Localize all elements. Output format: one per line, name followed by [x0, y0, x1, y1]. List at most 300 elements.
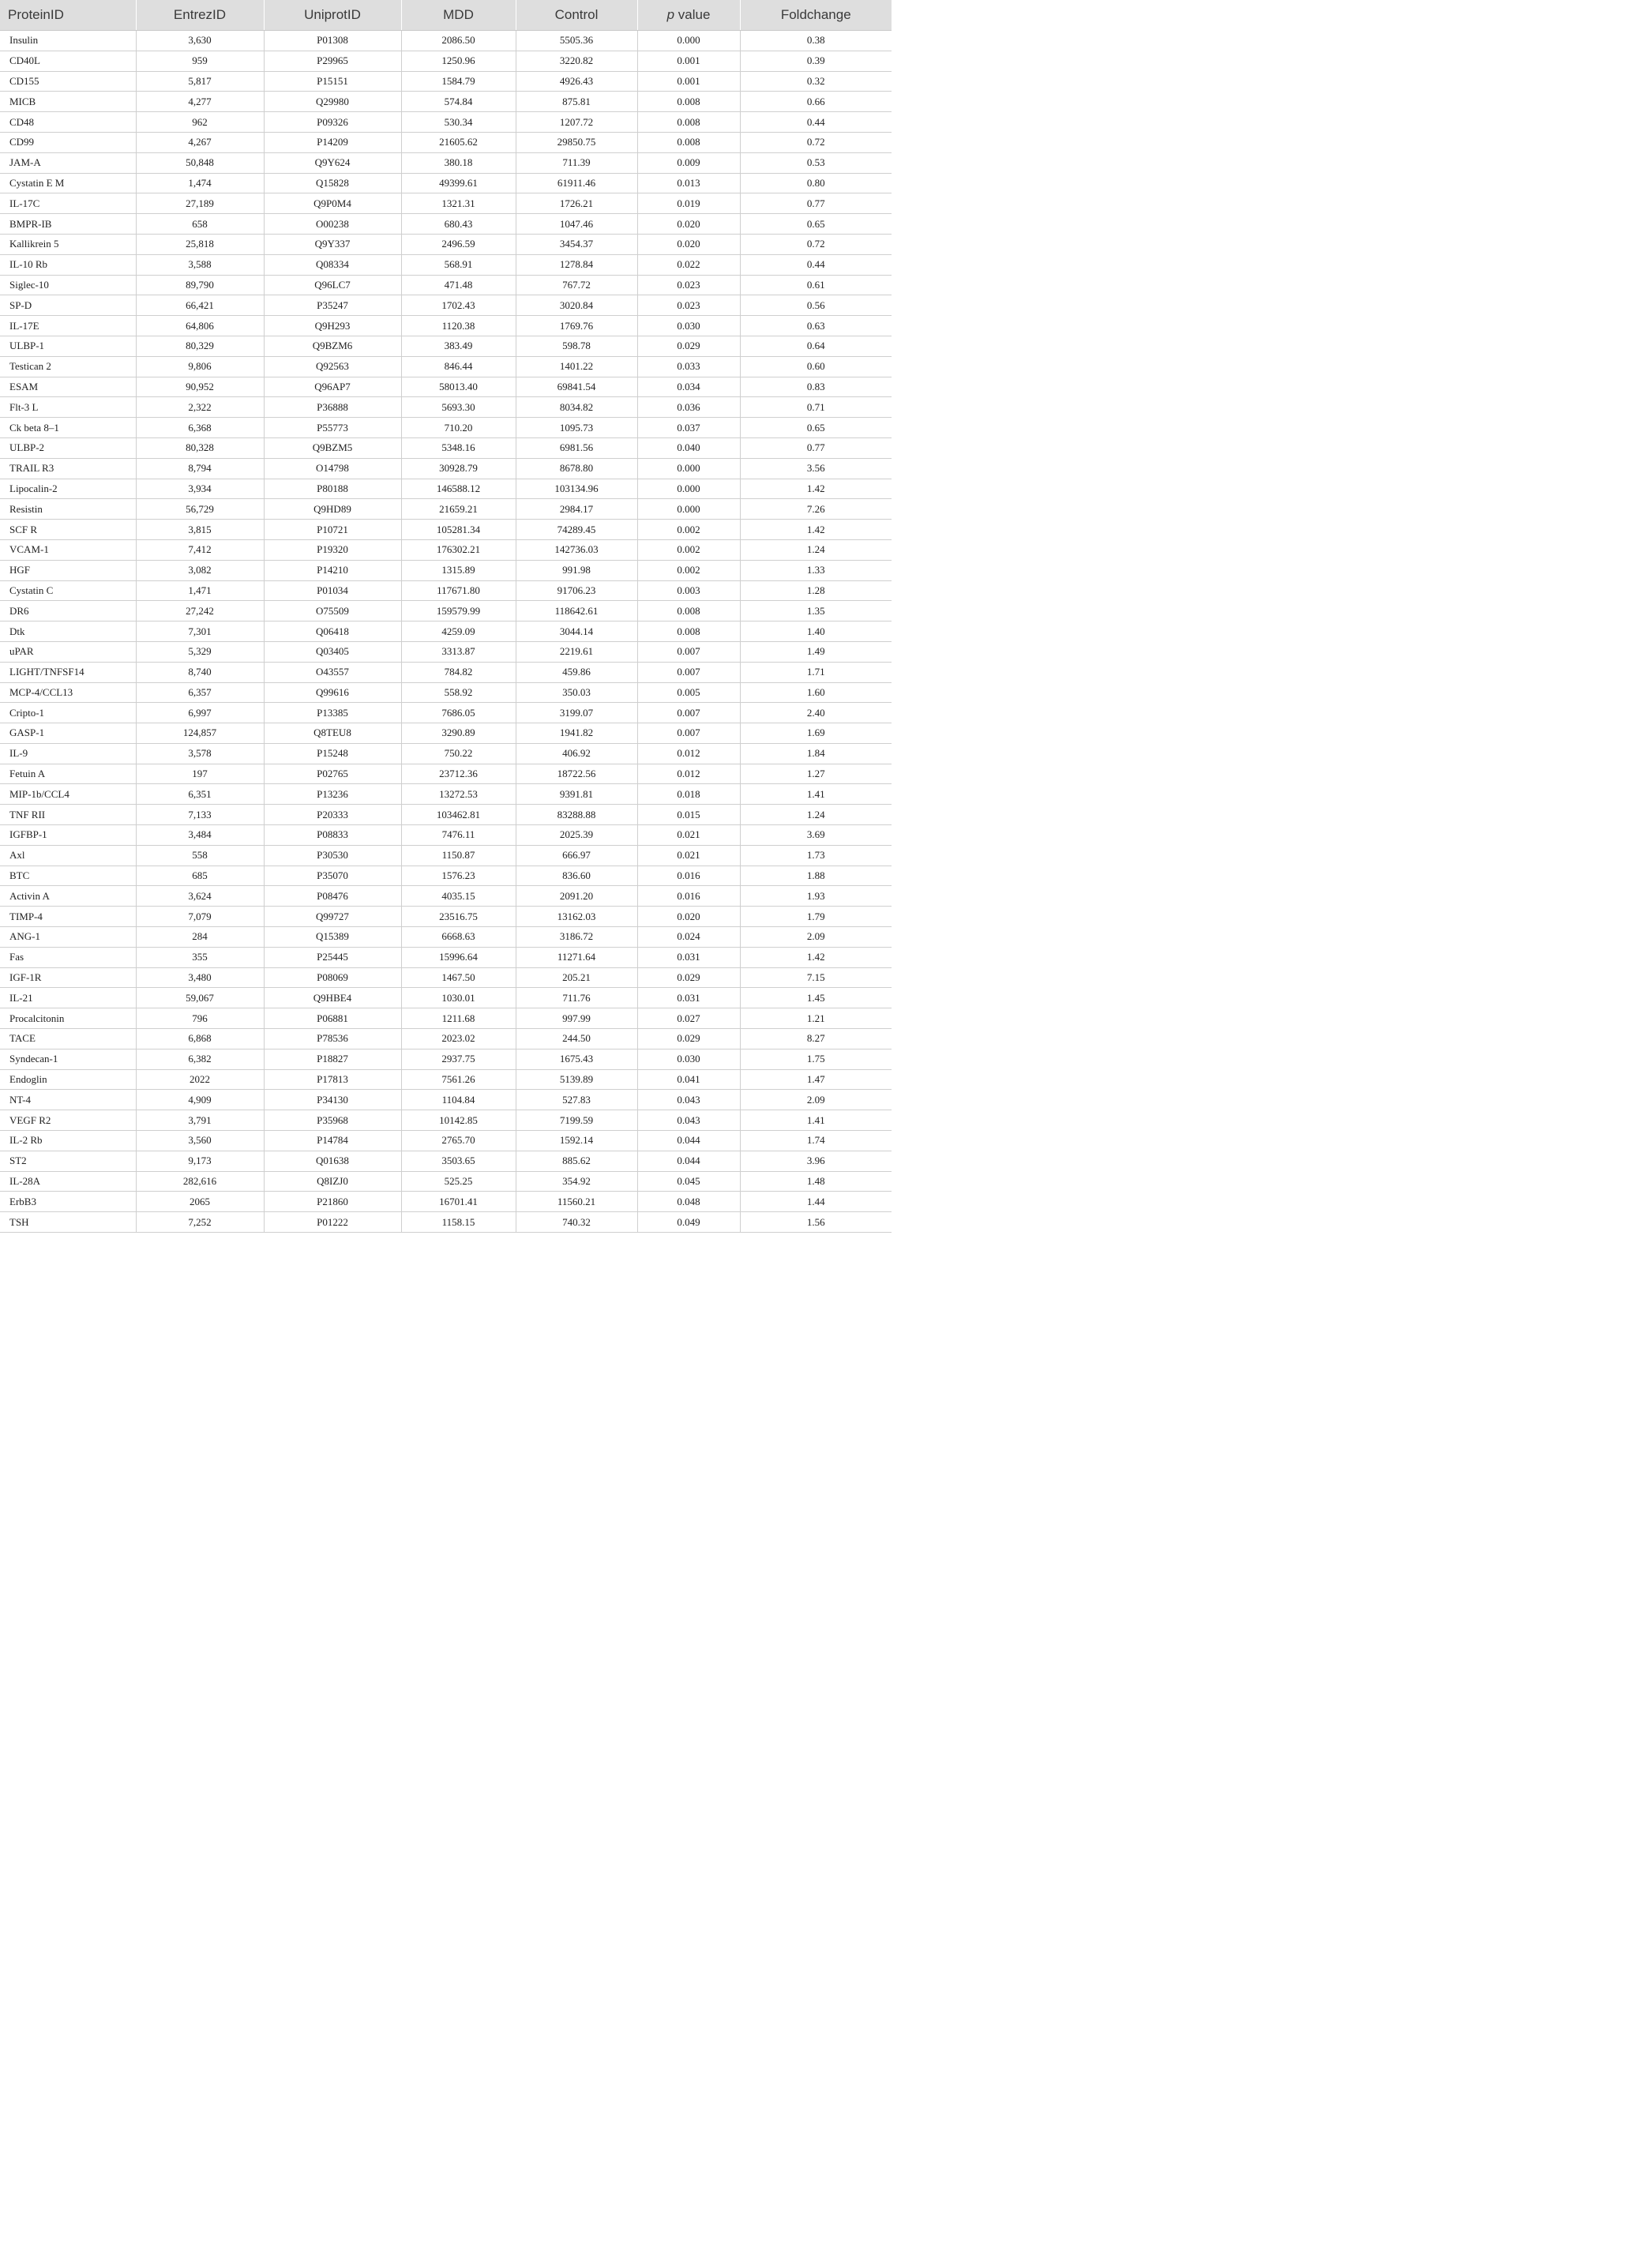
cell-mdd-value: 21605.62: [401, 132, 516, 152]
cell-protein-id: JAM-A: [0, 152, 136, 173]
cell-control-value: 103134.96: [516, 479, 637, 499]
cell-fold-change: 1.33: [740, 560, 892, 580]
cell-uniprot-id: P29965: [264, 51, 401, 71]
cell-uniprot-id: Q06418: [264, 621, 401, 642]
table-row: [0, 1171, 892, 1192]
cell-fold-change: 7.26: [740, 499, 892, 520]
table-row: [0, 173, 892, 193]
cell-fold-change: 0.65: [740, 214, 892, 235]
cell-entrez-id: 3,560: [136, 1131, 264, 1151]
cell-mdd-value: 10142.85: [401, 1110, 516, 1131]
cell-fold-change: 1.41: [740, 1110, 892, 1131]
table-row: [0, 682, 892, 703]
table-row: [0, 927, 892, 948]
cell-fold-change: 3.69: [740, 825, 892, 846]
cell-mdd-value: 1576.23: [401, 866, 516, 886]
cell-control-value: 459.86: [516, 662, 637, 682]
cell-control-value: 18722.56: [516, 764, 637, 784]
cell-protein-id: HGF: [0, 560, 136, 580]
cell-protein-id: Cystatin C: [0, 580, 136, 601]
cell-fold-change: 0.61: [740, 275, 892, 295]
cell-mdd-value: 1211.68: [401, 1008, 516, 1029]
cell-entrez-id: 7,133: [136, 805, 264, 825]
cell-uniprot-id: Q9P0M4: [264, 193, 401, 214]
table-row: [0, 51, 892, 71]
cell-fold-change: 1.48: [740, 1171, 892, 1192]
cell-fold-change: 0.60: [740, 356, 892, 377]
cell-fold-change: 1.41: [740, 784, 892, 805]
cell-p-value: 0.016: [637, 886, 740, 907]
cell-control-value: 1095.73: [516, 418, 637, 438]
cell-mdd-value: 13272.53: [401, 784, 516, 805]
cell-control-value: 527.83: [516, 1090, 637, 1110]
table-row: [0, 743, 892, 764]
cell-uniprot-id: Q99616: [264, 682, 401, 703]
cell-entrez-id: 959: [136, 51, 264, 71]
cell-uniprot-id: P20333: [264, 805, 401, 825]
cell-control-value: 69841.54: [516, 377, 637, 397]
header-protein-id: ProteinID: [0, 0, 136, 31]
cell-mdd-value: 105281.34: [401, 520, 516, 540]
cell-uniprot-id: Q9H293: [264, 316, 401, 336]
table-row: [0, 907, 892, 927]
header-mdd: MDD: [401, 0, 516, 31]
cell-uniprot-id: P35247: [264, 295, 401, 316]
cell-fold-change: 1.88: [740, 866, 892, 886]
cell-protein-id: Fas: [0, 947, 136, 967]
cell-mdd-value: 23516.75: [401, 907, 516, 927]
cell-mdd-value: 750.22: [401, 743, 516, 764]
cell-mdd-value: 574.84: [401, 92, 516, 112]
cell-mdd-value: 568.91: [401, 254, 516, 275]
cell-entrez-id: 7,412: [136, 539, 264, 560]
cell-fold-change: 1.35: [740, 601, 892, 621]
cell-p-value: 0.027: [637, 1008, 740, 1029]
table-row: [0, 1151, 892, 1171]
table-row: [0, 336, 892, 356]
cell-mdd-value: 23712.36: [401, 764, 516, 784]
table-row: [0, 1192, 892, 1212]
cell-mdd-value: 1321.31: [401, 193, 516, 214]
cell-protein-id: LIGHT/TNFSF14: [0, 662, 136, 682]
cell-p-value: 0.021: [637, 845, 740, 866]
cell-uniprot-id: P14784: [264, 1131, 401, 1151]
table-row: [0, 71, 892, 92]
cell-fold-change: 0.44: [740, 254, 892, 275]
table-row: [0, 988, 892, 1008]
cell-fold-change: 1.44: [740, 1192, 892, 1212]
cell-control-value: 91706.23: [516, 580, 637, 601]
cell-fold-change: 0.71: [740, 397, 892, 418]
cell-control-value: 5139.89: [516, 1069, 637, 1090]
table-row: [0, 132, 892, 152]
table-row: [0, 764, 892, 784]
cell-entrez-id: 2,322: [136, 397, 264, 418]
cell-protein-id: Endoglin: [0, 1069, 136, 1090]
cell-fold-change: 0.39: [740, 51, 892, 71]
cell-p-value: 0.007: [637, 703, 740, 723]
header-p-value-symbol: p: [666, 7, 675, 22]
cell-mdd-value: 4259.09: [401, 621, 516, 642]
cell-uniprot-id: Q9Y337: [264, 234, 401, 254]
cell-control-value: 205.21: [516, 967, 637, 988]
cell-fold-change: 1.71: [740, 662, 892, 682]
cell-uniprot-id: Q8TEU8: [264, 723, 401, 744]
cell-mdd-value: 784.82: [401, 662, 516, 682]
cell-control-value: 3186.72: [516, 927, 637, 948]
cell-uniprot-id: P06881: [264, 1008, 401, 1029]
cell-protein-id: IL-9: [0, 743, 136, 764]
table-row: [0, 316, 892, 336]
cell-entrez-id: 6,368: [136, 418, 264, 438]
cell-mdd-value: 5693.30: [401, 397, 516, 418]
cell-entrez-id: 658: [136, 214, 264, 235]
cell-entrez-id: 685: [136, 866, 264, 886]
cell-protein-id: Kallikrein 5: [0, 234, 136, 254]
cell-uniprot-id: P17813: [264, 1069, 401, 1090]
cell-entrez-id: 2065: [136, 1192, 264, 1212]
table-row: [0, 214, 892, 235]
cell-uniprot-id: P02765: [264, 764, 401, 784]
cell-p-value: 0.007: [637, 641, 740, 662]
cell-entrez-id: 3,588: [136, 254, 264, 275]
cell-fold-change: 1.79: [740, 907, 892, 927]
cell-entrez-id: 3,630: [136, 31, 264, 51]
cell-entrez-id: 66,421: [136, 295, 264, 316]
cell-p-value: 0.008: [637, 601, 740, 621]
cell-control-value: 1278.84: [516, 254, 637, 275]
cell-control-value: 29850.75: [516, 132, 637, 152]
cell-entrez-id: 5,329: [136, 641, 264, 662]
cell-mdd-value: 176302.21: [401, 539, 516, 560]
cell-mdd-value: 6668.63: [401, 927, 516, 948]
cell-control-value: 1941.82: [516, 723, 637, 744]
cell-control-value: 598.78: [516, 336, 637, 356]
cell-uniprot-id: Q15389: [264, 927, 401, 948]
cell-protein-id: IL-17E: [0, 316, 136, 336]
table-row: [0, 580, 892, 601]
cell-mdd-value: 159579.99: [401, 601, 516, 621]
cell-p-value: 0.002: [637, 560, 740, 580]
cell-mdd-value: 1702.43: [401, 295, 516, 316]
cell-mdd-value: 1030.01: [401, 988, 516, 1008]
cell-uniprot-id: P18827: [264, 1049, 401, 1069]
cell-mdd-value: 1120.38: [401, 316, 516, 336]
cell-uniprot-id: P08069: [264, 967, 401, 988]
cell-uniprot-id: P08476: [264, 886, 401, 907]
cell-protein-id: IL-10 Rb: [0, 254, 136, 275]
cell-protein-id: Lipocalin-2: [0, 479, 136, 499]
cell-control-value: 3020.84: [516, 295, 637, 316]
cell-p-value: 0.002: [637, 520, 740, 540]
cell-entrez-id: 6,382: [136, 1049, 264, 1069]
cell-protein-id: TRAIL R3: [0, 458, 136, 479]
cell-control-value: 1047.46: [516, 214, 637, 235]
cell-uniprot-id: P14209: [264, 132, 401, 152]
cell-p-value: 0.007: [637, 723, 740, 744]
cell-fold-change: 1.42: [740, 479, 892, 499]
table-row: [0, 377, 892, 397]
cell-protein-id: uPAR: [0, 641, 136, 662]
cell-p-value: 0.036: [637, 397, 740, 418]
cell-uniprot-id: P14210: [264, 560, 401, 580]
cell-fold-change: 1.75: [740, 1049, 892, 1069]
cell-mdd-value: 1150.87: [401, 845, 516, 866]
cell-protein-id: CD155: [0, 71, 136, 92]
cell-fold-change: 0.44: [740, 112, 892, 133]
cell-p-value: 0.043: [637, 1090, 740, 1110]
table-row: [0, 275, 892, 295]
cell-protein-id: ESAM: [0, 377, 136, 397]
table-row: [0, 805, 892, 825]
cell-fold-change: 0.32: [740, 71, 892, 92]
cell-uniprot-id: Q9BZM5: [264, 437, 401, 458]
cell-uniprot-id: P25445: [264, 947, 401, 967]
table-row: [0, 437, 892, 458]
table-row: [0, 499, 892, 520]
cell-entrez-id: 4,909: [136, 1090, 264, 1110]
cell-protein-id: Procalcitonin: [0, 1008, 136, 1029]
table-row: [0, 641, 892, 662]
cell-protein-id: Flt-3 L: [0, 397, 136, 418]
cell-mdd-value: 380.18: [401, 152, 516, 173]
table-row: [0, 234, 892, 254]
cell-uniprot-id: Q8IZJ0: [264, 1171, 401, 1192]
cell-control-value: 8034.82: [516, 397, 637, 418]
cell-control-value: 875.81: [516, 92, 637, 112]
cell-fold-change: 7.15: [740, 967, 892, 988]
cell-fold-change: 0.66: [740, 92, 892, 112]
cell-mdd-value: 530.34: [401, 112, 516, 133]
cell-protein-id: TACE: [0, 1029, 136, 1050]
cell-fold-change: 0.72: [740, 234, 892, 254]
cell-control-value: 666.97: [516, 845, 637, 866]
cell-p-value: 0.012: [637, 743, 740, 764]
cell-mdd-value: 3503.65: [401, 1151, 516, 1171]
table-row: [0, 418, 892, 438]
cell-entrez-id: 558: [136, 845, 264, 866]
cell-mdd-value: 2765.70: [401, 1131, 516, 1151]
cell-control-value: 118642.61: [516, 601, 637, 621]
cell-p-value: 0.030: [637, 316, 740, 336]
cell-p-value: 0.034: [637, 377, 740, 397]
cell-p-value: 0.000: [637, 31, 740, 51]
cell-protein-id: ErbB3: [0, 1192, 136, 1212]
cell-fold-change: 1.69: [740, 723, 892, 744]
cell-entrez-id: 9,173: [136, 1151, 264, 1171]
cell-control-value: 350.03: [516, 682, 637, 703]
cell-fold-change: 1.47: [740, 1069, 892, 1090]
cell-p-value: 0.003: [637, 580, 740, 601]
cell-control-value: 7199.59: [516, 1110, 637, 1131]
cell-p-value: 0.013: [637, 173, 740, 193]
cell-control-value: 997.99: [516, 1008, 637, 1029]
table-row: [0, 356, 892, 377]
cell-p-value: 0.007: [637, 662, 740, 682]
cell-control-value: 2219.61: [516, 641, 637, 662]
cell-p-value: 0.031: [637, 988, 740, 1008]
table-row: [0, 1131, 892, 1151]
cell-p-value: 0.002: [637, 539, 740, 560]
cell-uniprot-id: Q08334: [264, 254, 401, 275]
cell-mdd-value: 558.92: [401, 682, 516, 703]
cell-p-value: 0.008: [637, 92, 740, 112]
cell-uniprot-id: P01034: [264, 580, 401, 601]
cell-mdd-value: 846.44: [401, 356, 516, 377]
header-fold-change: Foldchange: [740, 0, 892, 31]
cell-uniprot-id: P01222: [264, 1212, 401, 1233]
cell-control-value: 5505.36: [516, 31, 637, 51]
cell-entrez-id: 6,868: [136, 1029, 264, 1050]
cell-fold-change: 0.56: [740, 295, 892, 316]
cell-entrez-id: 962: [136, 112, 264, 133]
cell-entrez-id: 3,934: [136, 479, 264, 499]
cell-entrez-id: 284: [136, 927, 264, 948]
table-row: [0, 703, 892, 723]
table-row: [0, 662, 892, 682]
cell-fold-change: 1.49: [740, 641, 892, 662]
cell-control-value: 1401.22: [516, 356, 637, 377]
cell-mdd-value: 103462.81: [401, 805, 516, 825]
cell-mdd-value: 525.25: [401, 1171, 516, 1192]
cell-uniprot-id: Q9HD89: [264, 499, 401, 520]
cell-control-value: 3454.37: [516, 234, 637, 254]
cell-p-value: 0.009: [637, 152, 740, 173]
cell-mdd-value: 7561.26: [401, 1069, 516, 1090]
table-row: [0, 886, 892, 907]
cell-protein-id: Fetuin A: [0, 764, 136, 784]
protein-table-container: [0, 0, 892, 1233]
cell-entrez-id: 124,857: [136, 723, 264, 744]
cell-p-value: 0.001: [637, 51, 740, 71]
table-row: [0, 845, 892, 866]
cell-protein-id: TIMP-4: [0, 907, 136, 927]
cell-p-value: 0.008: [637, 621, 740, 642]
cell-protein-id: GASP-1: [0, 723, 136, 744]
cell-fold-change: 0.38: [740, 31, 892, 51]
cell-p-value: 0.040: [637, 437, 740, 458]
cell-control-value: 711.76: [516, 988, 637, 1008]
cell-mdd-value: 7686.05: [401, 703, 516, 723]
cell-entrez-id: 7,301: [136, 621, 264, 642]
cell-p-value: 0.015: [637, 805, 740, 825]
header-p-value: [637, 0, 740, 31]
cell-fold-change: 0.72: [740, 132, 892, 152]
cell-protein-id: CD99: [0, 132, 136, 152]
cell-p-value: 0.037: [637, 418, 740, 438]
cell-uniprot-id: P21860: [264, 1192, 401, 1212]
cell-p-value: 0.018: [637, 784, 740, 805]
cell-entrez-id: 6,997: [136, 703, 264, 723]
cell-uniprot-id: O75509: [264, 601, 401, 621]
cell-control-value: 142736.03: [516, 539, 637, 560]
cell-entrez-id: 3,082: [136, 560, 264, 580]
cell-protein-id: ULBP-1: [0, 336, 136, 356]
cell-p-value: 0.023: [637, 275, 740, 295]
cell-mdd-value: 1467.50: [401, 967, 516, 988]
protein-table: [0, 0, 892, 1233]
cell-fold-change: 0.65: [740, 418, 892, 438]
cell-fold-change: 1.24: [740, 805, 892, 825]
cell-protein-id: BMPR-IB: [0, 214, 136, 235]
cell-entrez-id: 3,480: [136, 967, 264, 988]
cell-fold-change: 1.56: [740, 1212, 892, 1233]
cell-p-value: 0.008: [637, 112, 740, 133]
cell-mdd-value: 16701.41: [401, 1192, 516, 1212]
cell-fold-change: 1.93: [740, 886, 892, 907]
cell-protein-id: Cripto-1: [0, 703, 136, 723]
cell-fold-change: 1.60: [740, 682, 892, 703]
header-uniprot-id: UniprotID: [264, 0, 401, 31]
cell-uniprot-id: P78536: [264, 1029, 401, 1050]
table-row: [0, 254, 892, 275]
cell-uniprot-id: Q29980: [264, 92, 401, 112]
cell-uniprot-id: P15248: [264, 743, 401, 764]
table-row: [0, 1049, 892, 1069]
cell-entrez-id: 27,189: [136, 193, 264, 214]
cell-entrez-id: 59,067: [136, 988, 264, 1008]
cell-fold-change: 1.28: [740, 580, 892, 601]
cell-control-value: 991.98: [516, 560, 637, 580]
cell-protein-id: Testican 2: [0, 356, 136, 377]
cell-p-value: 0.049: [637, 1212, 740, 1233]
cell-entrez-id: 4,277: [136, 92, 264, 112]
cell-protein-id: Activin A: [0, 886, 136, 907]
cell-protein-id: Resistin: [0, 499, 136, 520]
cell-entrez-id: 56,729: [136, 499, 264, 520]
cell-entrez-id: 282,616: [136, 1171, 264, 1192]
cell-p-value: 0.020: [637, 907, 740, 927]
cell-p-value: 0.021: [637, 825, 740, 846]
cell-entrez-id: 3,815: [136, 520, 264, 540]
cell-control-value: 711.39: [516, 152, 637, 173]
cell-protein-id: ANG-1: [0, 927, 136, 948]
cell-p-value: 0.008: [637, 132, 740, 152]
cell-fold-change: 0.63: [740, 316, 892, 336]
cell-uniprot-id: Q03405: [264, 641, 401, 662]
cell-control-value: 885.62: [516, 1151, 637, 1171]
cell-uniprot-id: P10721: [264, 520, 401, 540]
cell-uniprot-id: P55773: [264, 418, 401, 438]
table-row: [0, 479, 892, 499]
table-row: [0, 967, 892, 988]
cell-uniprot-id: P36888: [264, 397, 401, 418]
cell-fold-change: 1.42: [740, 947, 892, 967]
cell-control-value: 83288.88: [516, 805, 637, 825]
cell-entrez-id: 6,351: [136, 784, 264, 805]
cell-p-value: 0.023: [637, 295, 740, 316]
table-row: [0, 1090, 892, 1110]
cell-entrez-id: 3,484: [136, 825, 264, 846]
table-body: [0, 31, 892, 1233]
table-row: [0, 458, 892, 479]
cell-uniprot-id: Q9HBE4: [264, 988, 401, 1008]
cell-protein-id: TSH: [0, 1212, 136, 1233]
cell-protein-id: IGF-1R: [0, 967, 136, 988]
cell-uniprot-id: Q15828: [264, 173, 401, 193]
cell-fold-change: 2.09: [740, 927, 892, 948]
cell-protein-id: Axl: [0, 845, 136, 866]
cell-p-value: 0.031: [637, 947, 740, 967]
cell-uniprot-id: Q96AP7: [264, 377, 401, 397]
cell-protein-id: MCP-4/CCL13: [0, 682, 136, 703]
cell-fold-change: 1.73: [740, 845, 892, 866]
cell-uniprot-id: Q92563: [264, 356, 401, 377]
cell-p-value: 0.020: [637, 234, 740, 254]
cell-control-value: 2025.39: [516, 825, 637, 846]
cell-mdd-value: 710.20: [401, 418, 516, 438]
table-row: [0, 92, 892, 112]
